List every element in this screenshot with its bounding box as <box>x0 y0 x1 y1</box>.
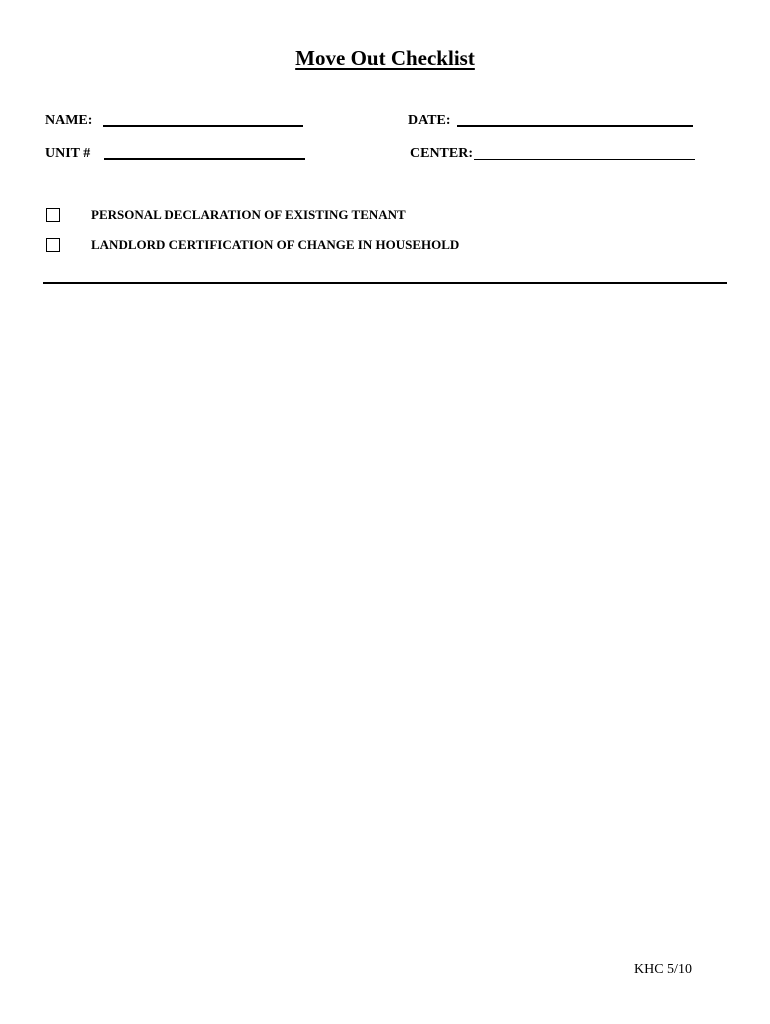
form-code: KHC 5/10 <box>634 962 692 977</box>
date-field[interactable] <box>457 125 693 127</box>
checkbox-landlord-certification[interactable] <box>46 238 60 252</box>
section-divider <box>43 282 727 284</box>
date-label: DATE: <box>408 113 451 128</box>
center-label: CENTER: <box>410 146 474 161</box>
unit-label: UNIT # <box>45 146 91 161</box>
unit-field[interactable] <box>104 158 305 160</box>
page-title: Move Out Checklist <box>295 46 475 70</box>
checklist-item-label: PERSONAL DECLARATION OF EXISTING TENANT <box>91 207 406 222</box>
name-field[interactable] <box>103 125 303 127</box>
checkbox-personal-declaration[interactable] <box>46 208 60 222</box>
center-field[interactable] <box>474 159 695 160</box>
name-label: NAME: <box>45 113 93 128</box>
checklist-item-label: LANDLORD CERTIFICATION OF CHANGE IN HOUSEHOLD <box>91 237 460 252</box>
